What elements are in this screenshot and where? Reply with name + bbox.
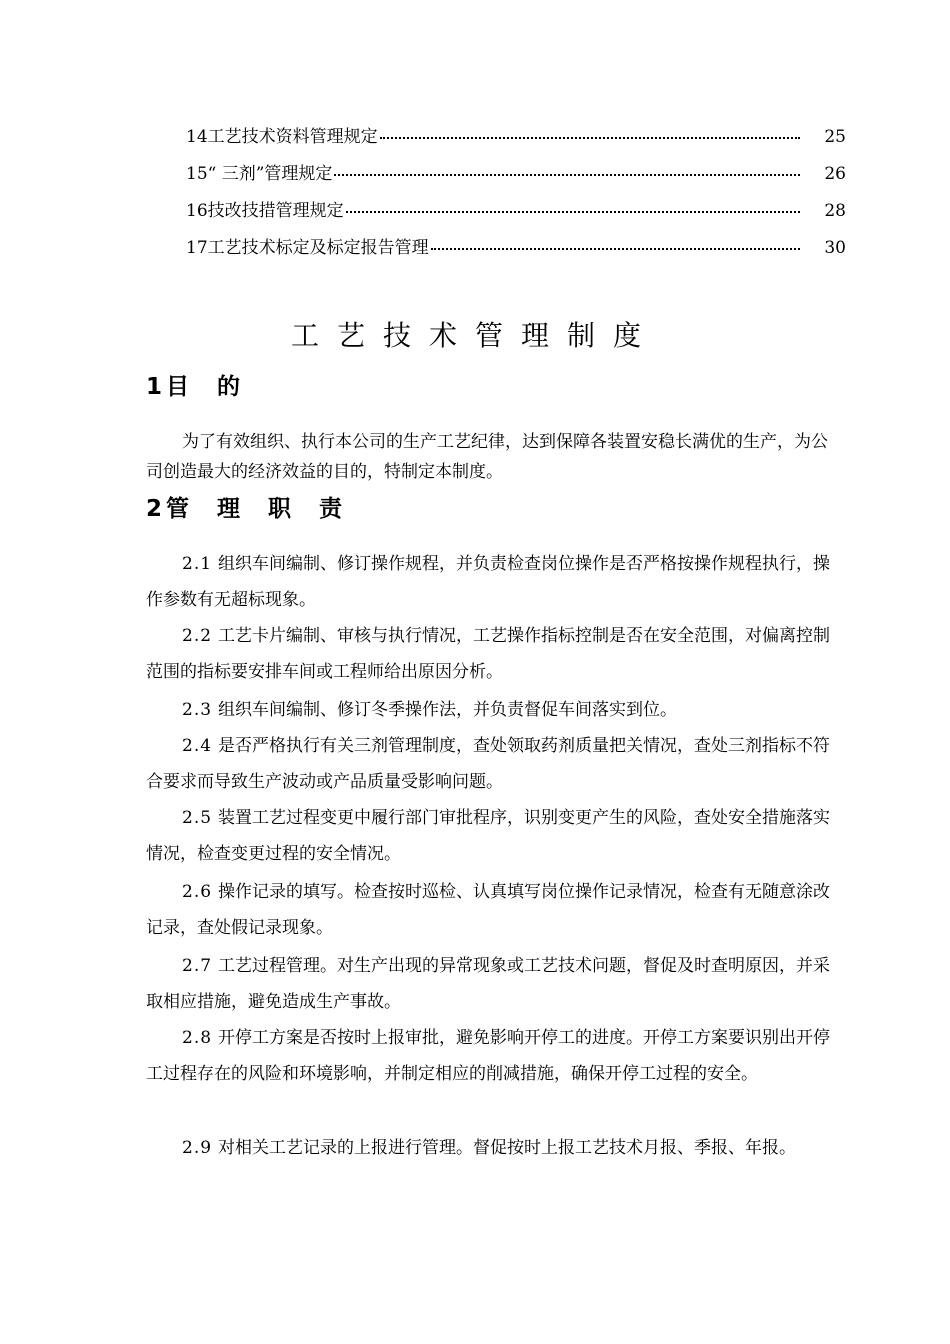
item-number: 2.4 bbox=[182, 736, 213, 756]
section-1-heading bbox=[146, 368, 250, 401]
item-number: 2.7 bbox=[182, 956, 213, 976]
section-2-heading bbox=[146, 490, 352, 523]
toc-entry-page: 28 bbox=[824, 201, 846, 221]
toc-entry-page: 25 bbox=[824, 127, 846, 147]
toc-dot-leader bbox=[334, 174, 800, 176]
item-number: 2.2 bbox=[182, 626, 213, 646]
toc-entry[interactable] bbox=[186, 159, 846, 196]
item-text: 工艺卡片编制、审核与执行情况，工艺操作指标控制是否在安全范围，对偏离控制范围的指标要安排车间或工程师给出原因分析。 bbox=[146, 626, 831, 682]
toc-entry-page: 26 bbox=[824, 164, 846, 184]
duty-item bbox=[146, 618, 836, 690]
toc-dot-leader bbox=[431, 248, 800, 250]
item-text: 装置工艺过程变更中履行部门审批程序，识别变更产生的风险，查处安全措施落实情况，检查变更过程的安全情况。 bbox=[146, 808, 831, 864]
item-number: 2.8 bbox=[182, 1028, 213, 1048]
toc-dot-leader bbox=[346, 211, 800, 213]
document-title: 工艺技术管理制度 bbox=[290, 319, 659, 352]
duty-item bbox=[146, 728, 836, 800]
duty-item bbox=[146, 800, 836, 872]
section-title: 目 的 bbox=[166, 374, 251, 400]
item-number: 2.1 bbox=[182, 554, 213, 574]
toc-entry-title: 15“ 三剂”管理规定 bbox=[186, 164, 333, 184]
item-number: 2.6 bbox=[182, 882, 213, 902]
duty-item bbox=[146, 1130, 836, 1166]
section-number: 2 bbox=[146, 496, 167, 522]
duty-item bbox=[146, 1020, 836, 1092]
table-of-contents bbox=[186, 122, 846, 270]
toc-entry-title: 14工艺技术资料管理规定 bbox=[186, 127, 378, 147]
toc-entry[interactable] bbox=[186, 196, 846, 233]
toc-entry-page: 30 bbox=[824, 238, 846, 258]
toc-entry[interactable] bbox=[186, 233, 846, 270]
item-number: 2.3 bbox=[182, 700, 213, 720]
item-text: 操作记录的填写。检查按时巡检、认真填写岗位操作记录情况，检查有无随意涂改记录，查处假记录现象。 bbox=[146, 882, 831, 938]
duty-item bbox=[146, 692, 836, 728]
toc-entry[interactable] bbox=[186, 122, 846, 159]
item-number: 2.5 bbox=[182, 808, 213, 828]
section-1-paragraph: 为了有效组织、执行本公司的生产工艺纪律，达到保障各装置安稳长满优的生产，为公司创造最大的经济效益的目的，特制定本制度。 bbox=[146, 432, 828, 482]
item-text: 开停工方案是否按时上报审批，避免影响开停工的进度。开停工方案要识别出开停工过程存在的风险和环境影响，并制定相应的削减措施，确保开停工过程的安全。 bbox=[146, 1028, 831, 1084]
item-text: 组织车间编制、修订冬季操作法，并负责督促车间落实到位。 bbox=[218, 700, 678, 720]
toc-entry-title: 16技改技措管理规定 bbox=[186, 201, 344, 221]
item-text: 组织车间编制、修订操作规程，并负责检查岗位操作是否严格按操作规程执行，操作参数有无超标现象。 bbox=[146, 554, 831, 610]
item-text: 工艺过程管理。对生产出现的异常现象或工艺技术问题，督促及时查明原因，并采取相应措施，避免造成生产事故。 bbox=[146, 956, 831, 1012]
item-text: 是否严格执行有关三剂管理制度，查处领取药剂质量把关情况，查处三剂指标不符合要求而导致生产波动或产品质量受影响问题。 bbox=[146, 736, 831, 792]
section-title: 管 理 职 责 bbox=[166, 496, 353, 522]
duty-item bbox=[146, 948, 836, 1020]
item-number: 2.9 bbox=[182, 1138, 213, 1158]
toc-entry-title: 17工艺技术标定及标定报告管理 bbox=[186, 238, 429, 258]
item-text: 对相关工艺记录的上报进行管理。督促按时上报工艺技术月报、季报、年报。 bbox=[218, 1138, 797, 1158]
duty-item bbox=[146, 874, 836, 946]
section-number: 1 bbox=[146, 374, 167, 400]
duty-item bbox=[146, 546, 836, 618]
toc-dot-leader bbox=[380, 137, 800, 139]
